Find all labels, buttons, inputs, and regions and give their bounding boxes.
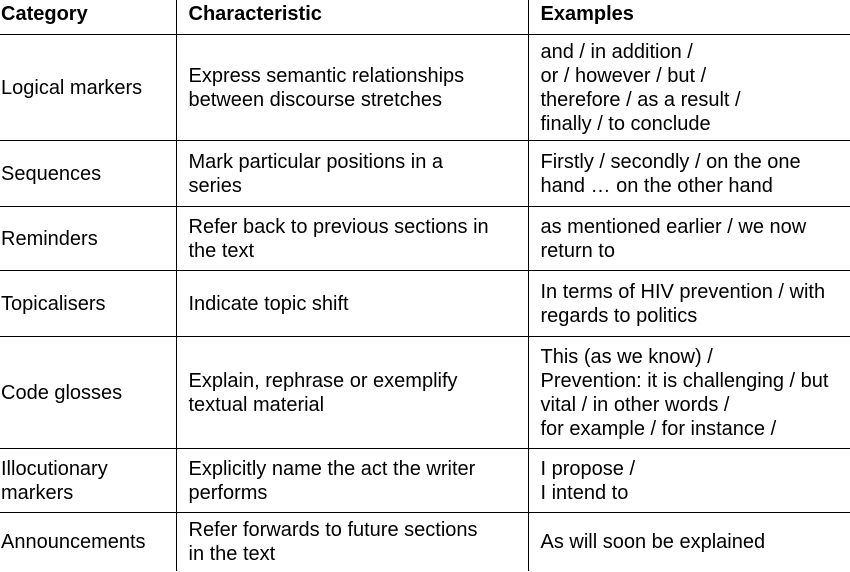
cell-examples xyxy=(528,513,850,571)
cell-characteristic xyxy=(176,449,528,513)
cell-category xyxy=(0,207,176,271)
cell-line: Refer forwards to future sections xyxy=(188,518,478,541)
table-row xyxy=(0,337,850,449)
header-row xyxy=(0,0,850,35)
cell-line: markers xyxy=(1,481,74,504)
header-examples: Examples xyxy=(528,0,850,35)
cell-line: the text xyxy=(188,239,255,262)
cell-examples xyxy=(528,449,850,513)
cell-line: vital / in other words / xyxy=(540,393,730,416)
cell-examples xyxy=(528,337,850,449)
table-row xyxy=(0,35,850,141)
cell-line: Indicate topic shift xyxy=(188,292,349,315)
header-category: Category xyxy=(1,3,88,25)
cell-line: between discourse stretches xyxy=(188,88,442,111)
cell-category xyxy=(0,141,176,207)
cell-line: Logical markers xyxy=(1,76,143,99)
cell-line: Firstly / secondly / on the one xyxy=(540,150,801,173)
table-row xyxy=(0,449,850,513)
cell-examples xyxy=(528,35,850,141)
header-characteristic: Characteristic xyxy=(176,0,528,35)
table-row xyxy=(0,141,850,207)
table-row xyxy=(0,207,850,271)
cell-line: regards to politics xyxy=(540,304,698,327)
cell-line: or / however / but / xyxy=(540,64,707,87)
cell-category xyxy=(0,513,176,571)
cell-line: Announcements xyxy=(1,530,146,553)
cell-line: as mentioned earlier / we now xyxy=(540,215,807,238)
cell-category xyxy=(0,35,176,141)
table-row xyxy=(0,513,850,571)
cell-line: series xyxy=(188,174,242,197)
cell-line: Refer back to previous sections in xyxy=(188,215,489,238)
cell-characteristic xyxy=(176,207,528,271)
cell-line: Topicalisers xyxy=(1,292,106,315)
cell-line: Mark particular positions in a xyxy=(188,150,444,173)
cell-line: Explain, rephrase or exemplify xyxy=(188,369,458,392)
cell-line: hand … on the other hand xyxy=(540,174,773,197)
cell-line: Illocutionary xyxy=(1,457,108,480)
cell-line: Prevention: it is challenging / but xyxy=(540,369,829,392)
cell-characteristic xyxy=(176,35,528,141)
cell-line: I propose / xyxy=(540,457,636,480)
cell-characteristic xyxy=(176,513,528,571)
table-row xyxy=(0,271,850,337)
cell-line: for example / for instance / xyxy=(540,417,777,440)
cell-line: This (as we know) / xyxy=(540,345,713,368)
cell-line: Sequences xyxy=(1,162,102,185)
cell-category xyxy=(0,337,176,449)
cell-line: In terms of HIV prevention / with xyxy=(540,280,826,303)
cell-category xyxy=(0,271,176,337)
cell-examples xyxy=(528,271,850,337)
cell-line: and / in addition / xyxy=(540,40,693,63)
cell-characteristic xyxy=(176,337,528,449)
cell-line: I intend to xyxy=(540,481,629,504)
cell-line: therefore / as a result / xyxy=(540,88,741,111)
cell-examples xyxy=(528,207,850,271)
cell-line: finally / to conclude xyxy=(540,112,711,135)
cell-characteristic xyxy=(176,271,528,337)
cell-line: Explicitly name the act the writer xyxy=(188,457,476,480)
cell-line: performs xyxy=(188,481,268,504)
cell-line: return to xyxy=(540,239,615,262)
table-body xyxy=(0,35,850,571)
cell-line: As will soon be explained xyxy=(540,530,766,553)
cell-line: Code glosses xyxy=(1,381,123,404)
cell-line: textual material xyxy=(188,393,325,416)
cell-line: in the text xyxy=(188,542,276,565)
cell-line: Express semantic relationships xyxy=(188,64,465,87)
cell-examples xyxy=(528,141,850,207)
table-header xyxy=(0,0,850,35)
cell-characteristic xyxy=(176,141,528,207)
cell-line: Reminders xyxy=(1,227,98,250)
cell-category xyxy=(0,449,176,513)
